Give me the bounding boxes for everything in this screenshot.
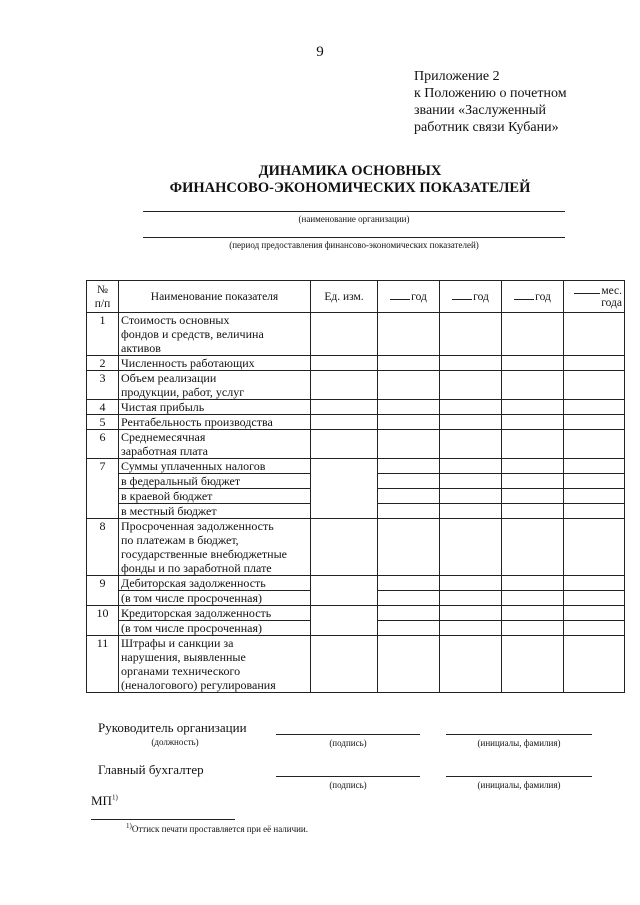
- value-cell[interactable]: [502, 474, 564, 489]
- appendix-line: Приложение 2: [414, 69, 500, 84]
- value-cell[interactable]: [564, 504, 625, 519]
- row-number: 9: [87, 576, 119, 606]
- value-cell[interactable]: [440, 576, 502, 591]
- indicator-name-line: Штрафы и санкции за: [121, 636, 234, 650]
- row-number: 2: [87, 356, 119, 371]
- value-cell[interactable]: [440, 519, 502, 576]
- indicator-name-line: продукции, работ, услуг: [121, 385, 245, 399]
- unit-cell[interactable]: [311, 400, 378, 415]
- period-line: [143, 237, 565, 238]
- value-cell[interactable]: [502, 430, 564, 459]
- accountant-name-caption: (инициалы, фамилия): [477, 780, 561, 790]
- unit-cell[interactable]: [311, 459, 378, 519]
- row-number: 4: [87, 400, 119, 415]
- value-cell[interactable]: [564, 356, 625, 371]
- indicator-name-line: по платежам в бюджет,: [121, 533, 239, 547]
- table-row: [87, 459, 625, 474]
- organization-name-line: [143, 211, 565, 212]
- value-cell[interactable]: [564, 591, 625, 606]
- value-cell[interactable]: [502, 519, 564, 576]
- table-row: [87, 415, 625, 430]
- document-title: [100, 163, 600, 197]
- value-cell[interactable]: [502, 415, 564, 430]
- value-cell[interactable]: [440, 504, 502, 519]
- title-line: ДИНАМИКА ОСНОВНЫХ: [258, 163, 442, 179]
- value-cell[interactable]: [378, 606, 440, 621]
- appendix-line: работник связи Кубани»: [414, 120, 559, 135]
- footnote: $^{1)}$Оттиск печати проставляется при её наличии.: [126, 822, 309, 834]
- accountant-signature-line: [276, 776, 420, 777]
- row-number: 10: [87, 606, 119, 636]
- value-cell[interactable]: [440, 313, 502, 356]
- value-cell[interactable]: [378, 489, 440, 504]
- value-cell[interactable]: [440, 591, 502, 606]
- indicator-subname: в федеральный бюджет: [119, 474, 311, 489]
- value-cell[interactable]: [564, 576, 625, 591]
- accountant-name-line: [446, 776, 592, 777]
- indicator-name-line: Объем реализации: [121, 371, 217, 385]
- value-cell[interactable]: [564, 430, 625, 459]
- value-cell[interactable]: [378, 430, 440, 459]
- value-cell[interactable]: [502, 313, 564, 356]
- table-row: [87, 356, 625, 371]
- stamp-label: МП$^{1)}$: [91, 793, 118, 808]
- organization-caption: (наименование организации): [298, 214, 410, 224]
- row-number: 6: [87, 430, 119, 459]
- value-cell[interactable]: [564, 415, 625, 430]
- value-cell[interactable]: [440, 400, 502, 415]
- row-number: 8: [87, 519, 119, 576]
- indicator-name: [119, 400, 311, 415]
- value-cell[interactable]: [502, 606, 564, 621]
- head-label: Руководитель организации: [98, 720, 247, 735]
- value-cell[interactable]: [440, 430, 502, 459]
- table-body: [87, 313, 625, 693]
- table-row: [87, 606, 625, 621]
- value-cell[interactable]: [440, 459, 502, 474]
- indicator-name-line: активов: [121, 341, 161, 355]
- unit-cell[interactable]: [311, 430, 378, 459]
- table-row: [87, 519, 625, 576]
- appendix-line: звании «Заслуженный: [414, 103, 546, 118]
- value-cell[interactable]: [378, 474, 440, 489]
- header-months: мес. года: [564, 281, 625, 313]
- footnote-separator: [91, 819, 235, 820]
- value-cell[interactable]: [564, 313, 625, 356]
- value-cell[interactable]: [502, 636, 564, 693]
- unit-cell[interactable]: [311, 415, 378, 430]
- value-cell[interactable]: [502, 621, 564, 636]
- indicator-name-line: Дебиторская задолженность: [121, 576, 266, 590]
- value-cell[interactable]: [378, 371, 440, 400]
- indicator-subname: в краевой бюджет: [119, 489, 311, 504]
- period-caption: (период предоставления финансово-экономических показателей): [229, 240, 479, 250]
- appendix-line: к Положению о почетном: [414, 86, 567, 101]
- value-cell[interactable]: [564, 459, 625, 474]
- value-cell[interactable]: [378, 400, 440, 415]
- value-cell[interactable]: [378, 504, 440, 519]
- table-row: [87, 371, 625, 400]
- indicator-name: [119, 459, 311, 474]
- name-caption: (инициалы, фамилия): [477, 738, 561, 748]
- indicators-table: [86, 280, 625, 693]
- header-year-3: год: [502, 281, 564, 313]
- indicator-name-line: заработная плата: [121, 444, 208, 458]
- value-cell[interactable]: [502, 371, 564, 400]
- row-number: 7: [87, 459, 119, 519]
- header-number: № п/п: [87, 281, 119, 313]
- value-cell[interactable]: [502, 400, 564, 415]
- indicator-name: [119, 519, 311, 576]
- value-cell[interactable]: [378, 415, 440, 430]
- indicator-subname: в местный бюджет: [119, 504, 311, 519]
- head-signature-line: [276, 734, 420, 735]
- value-cell[interactable]: [564, 371, 625, 400]
- value-cell[interactable]: [378, 459, 440, 474]
- indicator-name-line: Численность работающих: [121, 356, 255, 370]
- value-cell[interactable]: [502, 504, 564, 519]
- indicator-name: [119, 576, 311, 591]
- accountant-signature-caption: (подпись): [329, 780, 367, 790]
- value-cell[interactable]: [440, 415, 502, 430]
- value-cell[interactable]: [564, 489, 625, 504]
- row-number: 11: [87, 636, 119, 693]
- indicator-name-line: Стоимость основных: [121, 313, 230, 327]
- value-cell[interactable]: [564, 474, 625, 489]
- table-row: [87, 636, 625, 693]
- value-cell[interactable]: [502, 591, 564, 606]
- value-cell[interactable]: [378, 591, 440, 606]
- value-cell[interactable]: [440, 606, 502, 621]
- value-cell[interactable]: [440, 356, 502, 371]
- indicator-name-line: Рентабельность производства: [121, 415, 273, 429]
- indicator-name-line: Суммы уплаченных налогов: [121, 459, 266, 473]
- indicator-name: [119, 430, 311, 459]
- table-row: [87, 430, 625, 459]
- value-cell[interactable]: [502, 489, 564, 504]
- unit-cell[interactable]: [311, 519, 378, 576]
- value-cell[interactable]: [502, 576, 564, 591]
- value-cell[interactable]: [564, 621, 625, 636]
- table-row: [87, 400, 625, 415]
- indicator-name-line: фондов и средств, величина: [121, 327, 264, 341]
- accountant-label: Главный бухгалтер: [98, 762, 204, 777]
- value-cell[interactable]: [378, 519, 440, 576]
- value-cell[interactable]: [378, 356, 440, 371]
- indicator-name: [119, 356, 311, 371]
- indicator-name-line: Чистая прибыль: [121, 400, 205, 414]
- value-cell[interactable]: [564, 636, 625, 693]
- value-cell[interactable]: [564, 519, 625, 576]
- value-cell[interactable]: [440, 474, 502, 489]
- title-line: ФИНАНСОВО-ЭКОНОМИЧЕСКИХ ПОКАЗАТЕЛЕЙ: [169, 180, 531, 196]
- value-cell[interactable]: [440, 621, 502, 636]
- unit-cell[interactable]: [311, 576, 378, 606]
- header-year-2: год: [440, 281, 502, 313]
- table-header-row: [87, 281, 625, 313]
- table-row: [87, 576, 625, 591]
- value-cell[interactable]: [564, 400, 625, 415]
- row-number: 1: [87, 313, 119, 356]
- value-cell[interactable]: [378, 636, 440, 693]
- indicator-name-line: нарушения, выявленные: [121, 650, 246, 664]
- value-cell[interactable]: [378, 621, 440, 636]
- indicator-name-line: государственные внебюджетные: [121, 547, 287, 561]
- row-number: 5: [87, 415, 119, 430]
- indicator-name: [119, 636, 311, 693]
- head-name-line: [446, 734, 592, 735]
- indicator-name-line: (неналогового) регулирования: [121, 678, 276, 692]
- value-cell[interactable]: [502, 459, 564, 474]
- indicator-name: [119, 606, 311, 621]
- header-year-1: год: [378, 281, 440, 313]
- table-row: [87, 313, 625, 356]
- indicator-name-line: Просроченная задолженность: [121, 519, 274, 533]
- unit-cell[interactable]: [311, 371, 378, 400]
- row-number: 3: [87, 371, 119, 400]
- indicator-name-line: Кредиторская задолженность: [121, 606, 272, 620]
- unit-cell[interactable]: [311, 606, 378, 636]
- indicator-name: [119, 313, 311, 356]
- indicator-name: [119, 415, 311, 430]
- page-number: 9: [316, 44, 324, 60]
- value-cell[interactable]: [378, 576, 440, 591]
- indicator-name-line: органами технического: [121, 664, 241, 678]
- signature-caption: (подпись): [329, 738, 367, 748]
- value-cell[interactable]: [502, 356, 564, 371]
- unit-cell[interactable]: [311, 636, 378, 693]
- value-cell[interactable]: [564, 606, 625, 621]
- value-cell[interactable]: [440, 636, 502, 693]
- appendix-note: [414, 68, 624, 136]
- indicator-name-line: фонды и по заработной плате: [121, 561, 272, 575]
- header-indicator-name: Наименование показателя: [119, 281, 311, 313]
- value-cell[interactable]: [440, 489, 502, 504]
- value-cell[interactable]: [440, 371, 502, 400]
- header-unit: Ед. изм.: [311, 281, 378, 313]
- indicator-name-line: Среднемесячная: [121, 430, 206, 444]
- indicator-name: [119, 371, 311, 400]
- indicator-subname: (в том числе просроченная): [119, 621, 311, 636]
- position-caption: (должность): [151, 737, 199, 747]
- unit-cell[interactable]: [311, 356, 378, 371]
- unit-cell[interactable]: [311, 313, 378, 356]
- value-cell[interactable]: [378, 313, 440, 356]
- indicator-subname: (в том числе просроченная): [119, 591, 311, 606]
